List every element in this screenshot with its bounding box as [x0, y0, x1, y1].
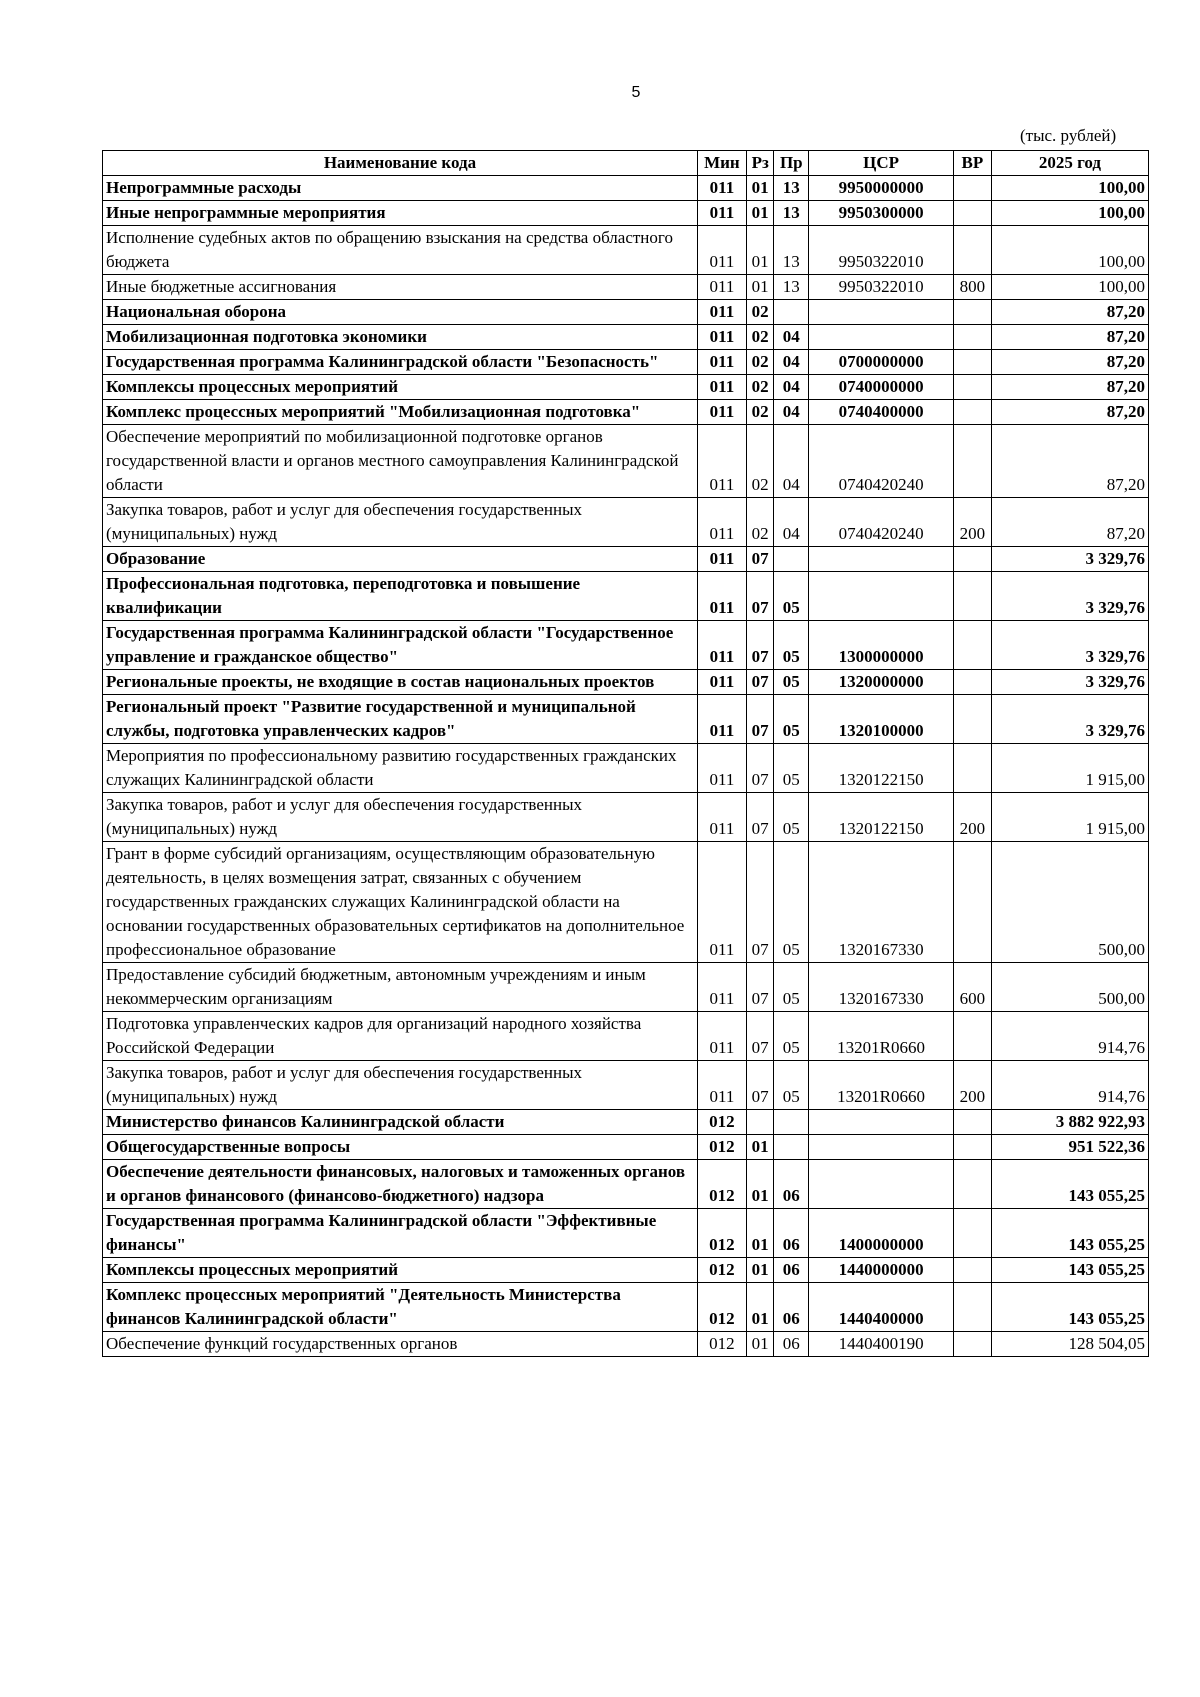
cell-rz: 02	[746, 425, 774, 498]
cell-rz: 07	[746, 1061, 774, 1110]
cell-vr	[954, 375, 992, 400]
cell-rz: 02	[746, 350, 774, 375]
cell-rz: 01	[746, 1332, 774, 1357]
cell-name: Национальная оборона	[103, 300, 698, 325]
cell-min: 011	[697, 842, 746, 963]
cell-pr: 04	[774, 400, 809, 425]
cell-csr: 1440000000	[809, 1258, 954, 1283]
cell-rz: 02	[746, 498, 774, 547]
cell-pr: 05	[774, 793, 809, 842]
cell-rz: 07	[746, 842, 774, 963]
cell-pr: 05	[774, 621, 809, 670]
cell-rz: 01	[746, 1209, 774, 1258]
cell-min: 011	[697, 300, 746, 325]
header-name: Наименование кода	[103, 151, 698, 176]
cell-rz: 01	[746, 1135, 774, 1160]
cell-csr	[809, 1135, 954, 1160]
cell-csr: 9950322010	[809, 226, 954, 275]
cell-sum: 3 329,76	[991, 695, 1148, 744]
cell-rz: 02	[746, 400, 774, 425]
cell-sum: 100,00	[991, 201, 1148, 226]
cell-pr: 05	[774, 1012, 809, 1061]
cell-name: Региональные проекты, не входящие в состав национальных проектов	[103, 670, 698, 695]
table-row	[103, 695, 1149, 744]
cell-name: Комплексы процессных мероприятий	[103, 375, 698, 400]
cell-csr	[809, 325, 954, 350]
cell-name: Комплекс процессных мероприятий "Деятельность Министерства финансов Калининградской области"	[103, 1283, 698, 1332]
cell-csr: 9950300000	[809, 201, 954, 226]
cell-vr	[954, 1160, 992, 1209]
cell-min: 011	[697, 498, 746, 547]
cell-sum: 3 882 922,93	[991, 1110, 1148, 1135]
cell-pr: 05	[774, 963, 809, 1012]
table-row	[103, 425, 1149, 498]
cell-name: Государственная программа Калининградской области "Эффективные финансы"	[103, 1209, 698, 1258]
cell-vr	[954, 670, 992, 695]
cell-pr: 05	[774, 842, 809, 963]
table-row	[103, 226, 1149, 275]
table-row	[103, 325, 1149, 350]
cell-pr: 13	[774, 226, 809, 275]
table-row	[103, 275, 1149, 300]
cell-min: 012	[697, 1209, 746, 1258]
cell-vr	[954, 1283, 992, 1332]
cell-name: Региональный проект "Развитие государственной и муниципальной службы, подготовка управленческих кадров"	[103, 695, 698, 744]
cell-vr	[954, 572, 992, 621]
cell-csr: 1440400190	[809, 1332, 954, 1357]
cell-vr	[954, 176, 992, 201]
cell-sum: 143 055,25	[991, 1283, 1148, 1332]
cell-min: 012	[697, 1283, 746, 1332]
cell-vr	[954, 325, 992, 350]
cell-min: 011	[697, 963, 746, 1012]
cell-pr: 04	[774, 350, 809, 375]
cell-rz: 07	[746, 621, 774, 670]
cell-csr: 0740420240	[809, 425, 954, 498]
cell-rz: 01	[746, 226, 774, 275]
cell-vr	[954, 1258, 992, 1283]
cell-sum: 1 915,00	[991, 744, 1148, 793]
header-min: Мин	[697, 151, 746, 176]
cell-sum: 3 329,76	[991, 547, 1148, 572]
cell-vr: 600	[954, 963, 992, 1012]
cell-pr: 06	[774, 1258, 809, 1283]
cell-min: 011	[697, 176, 746, 201]
cell-rz: 01	[746, 176, 774, 201]
table-header-row	[103, 151, 1149, 176]
cell-sum: 951 522,36	[991, 1135, 1148, 1160]
cell-name: Обеспечение функций государственных органов	[103, 1332, 698, 1357]
cell-min: 011	[697, 325, 746, 350]
cell-sum: 143 055,25	[991, 1258, 1148, 1283]
cell-csr: 1320167330	[809, 842, 954, 963]
cell-vr	[954, 1110, 992, 1135]
table-row	[103, 621, 1149, 670]
cell-sum: 87,20	[991, 425, 1148, 498]
cell-pr: 06	[774, 1283, 809, 1332]
cell-sum: 100,00	[991, 176, 1148, 201]
cell-vr	[954, 744, 992, 793]
cell-vr	[954, 1209, 992, 1258]
cell-name: Обеспечение деятельности финансовых, налоговых и таможенных органов и органов финансового (финансово-бюджетного) надзора	[103, 1160, 698, 1209]
table-row	[103, 547, 1149, 572]
cell-sum: 87,20	[991, 498, 1148, 547]
table-row	[103, 1209, 1149, 1258]
cell-pr: 04	[774, 425, 809, 498]
cell-name: Государственная программа Калининградской области "Безопасность"	[103, 350, 698, 375]
cell-pr: 13	[774, 176, 809, 201]
cell-min: 011	[697, 350, 746, 375]
cell-rz	[746, 1110, 774, 1135]
budget-table	[102, 150, 1149, 1357]
cell-vr	[954, 547, 992, 572]
cell-min: 011	[697, 425, 746, 498]
cell-vr	[954, 695, 992, 744]
cell-pr: 06	[774, 1160, 809, 1209]
cell-rz: 02	[746, 300, 774, 325]
cell-csr: 13201R0660	[809, 1061, 954, 1110]
table-row	[103, 1012, 1149, 1061]
cell-name: Закупка товаров, работ и услуг для обеспечения государственных (муниципальных) нужд	[103, 793, 698, 842]
cell-pr: 13	[774, 201, 809, 226]
cell-csr	[809, 572, 954, 621]
cell-vr	[954, 300, 992, 325]
cell-name: Предоставление субсидий бюджетным, автономным учреждениям и иным некоммерческим организациям	[103, 963, 698, 1012]
cell-sum: 3 329,76	[991, 572, 1148, 621]
table-row	[103, 1135, 1149, 1160]
cell-pr: 05	[774, 670, 809, 695]
table-row	[103, 842, 1149, 963]
cell-sum: 128 504,05	[991, 1332, 1148, 1357]
cell-sum: 3 329,76	[991, 621, 1148, 670]
cell-sum: 87,20	[991, 325, 1148, 350]
cell-name: Иные бюджетные ассигнования	[103, 275, 698, 300]
cell-name: Непрограммные расходы	[103, 176, 698, 201]
cell-name: Исполнение судебных актов по обращению взыскания на средства областного бюджета	[103, 226, 698, 275]
cell-name: Закупка товаров, работ и услуг для обеспечения государственных (муниципальных) нужд	[103, 498, 698, 547]
cell-csr: 9950000000	[809, 176, 954, 201]
cell-name: Общегосударственные вопросы	[103, 1135, 698, 1160]
cell-rz: 02	[746, 325, 774, 350]
cell-rz: 01	[746, 275, 774, 300]
cell-sum: 143 055,25	[991, 1160, 1148, 1209]
table-row	[103, 793, 1149, 842]
table-row	[103, 1061, 1149, 1110]
cell-vr	[954, 842, 992, 963]
table-row	[103, 350, 1149, 375]
cell-sum: 914,76	[991, 1061, 1148, 1110]
cell-rz: 07	[746, 793, 774, 842]
cell-csr	[809, 300, 954, 325]
cell-min: 012	[697, 1135, 746, 1160]
header-sum: 2025 год	[991, 151, 1148, 176]
cell-vr: 200	[954, 1061, 992, 1110]
cell-csr	[809, 1110, 954, 1135]
cell-name: Подготовка управленческих кадров для организаций народного хозяйства Российской Федерации	[103, 1012, 698, 1061]
cell-vr: 200	[954, 498, 992, 547]
header-rz: Рз	[746, 151, 774, 176]
cell-name: Комплексы процессных мероприятий	[103, 1258, 698, 1283]
cell-rz: 02	[746, 375, 774, 400]
cell-name: Образование	[103, 547, 698, 572]
cell-name: Профессиональная подготовка, переподготовка и повышение квалификации	[103, 572, 698, 621]
cell-csr: 1320000000	[809, 670, 954, 695]
cell-vr	[954, 621, 992, 670]
cell-vr	[954, 1012, 992, 1061]
cell-sum: 87,20	[991, 350, 1148, 375]
table-row	[103, 300, 1149, 325]
table-row	[103, 375, 1149, 400]
cell-name: Закупка товаров, работ и услуг для обеспечения государственных (муниципальных) нужд	[103, 1061, 698, 1110]
cell-min: 011	[697, 1012, 746, 1061]
cell-pr: 04	[774, 375, 809, 400]
cell-sum: 100,00	[991, 275, 1148, 300]
cell-min: 012	[697, 1258, 746, 1283]
cell-min: 011	[697, 695, 746, 744]
cell-sum: 914,76	[991, 1012, 1148, 1061]
cell-rz: 07	[746, 1012, 774, 1061]
cell-min: 012	[697, 1160, 746, 1209]
header-vr: ВР	[954, 151, 992, 176]
cell-sum: 100,00	[991, 226, 1148, 275]
cell-rz: 01	[746, 1283, 774, 1332]
table-row	[103, 1160, 1149, 1209]
cell-vr	[954, 1332, 992, 1357]
cell-pr: 05	[774, 695, 809, 744]
table-row	[103, 963, 1149, 1012]
cell-min: 011	[697, 547, 746, 572]
table-row	[103, 744, 1149, 793]
cell-sum: 3 329,76	[991, 670, 1148, 695]
cell-csr: 1320122150	[809, 793, 954, 842]
cell-csr: 0740400000	[809, 400, 954, 425]
cell-name: Грант в форме субсидий организациям, осуществляющим образовательную деятельность, в целях возмещения затрат, связанных с обучением государственных гражданских служащих Калининградской области на основании государственных образовательных сертификатов на дополнительное профессиональное образование	[103, 842, 698, 963]
cell-vr: 200	[954, 793, 992, 842]
cell-rz: 01	[746, 1258, 774, 1283]
cell-vr	[954, 226, 992, 275]
cell-min: 011	[697, 793, 746, 842]
cell-rz: 07	[746, 572, 774, 621]
table-row	[103, 1110, 1149, 1135]
units-label: (тыс. рублей)	[1020, 126, 1117, 145]
cell-vr	[954, 1135, 992, 1160]
cell-min: 012	[697, 1332, 746, 1357]
cell-min: 011	[697, 670, 746, 695]
cell-sum: 143 055,25	[991, 1209, 1148, 1258]
table-row	[103, 400, 1149, 425]
cell-csr: 1400000000	[809, 1209, 954, 1258]
cell-csr: 0740000000	[809, 375, 954, 400]
cell-min: 011	[697, 400, 746, 425]
header-pr: Пр	[774, 151, 809, 176]
cell-name: Мероприятия по профессиональному развитию государственных гражданских служащих Калининградской области	[103, 744, 698, 793]
cell-vr	[954, 400, 992, 425]
table-row	[103, 201, 1149, 226]
table-row	[103, 1283, 1149, 1332]
cell-pr: 04	[774, 325, 809, 350]
cell-csr: 9950322010	[809, 275, 954, 300]
cell-pr: 05	[774, 744, 809, 793]
cell-pr: 06	[774, 1209, 809, 1258]
cell-pr	[774, 300, 809, 325]
cell-pr: 05	[774, 1061, 809, 1110]
cell-csr	[809, 547, 954, 572]
table-row	[103, 1332, 1149, 1357]
cell-sum: 500,00	[991, 842, 1148, 963]
cell-sum: 87,20	[991, 400, 1148, 425]
cell-min: 011	[697, 572, 746, 621]
cell-sum: 87,20	[991, 375, 1148, 400]
cell-vr	[954, 350, 992, 375]
cell-min: 012	[697, 1110, 746, 1135]
cell-sum: 1 915,00	[991, 793, 1148, 842]
cell-sum: 87,20	[991, 300, 1148, 325]
cell-min: 011	[697, 621, 746, 670]
cell-min: 011	[697, 275, 746, 300]
cell-pr: 06	[774, 1332, 809, 1357]
cell-rz: 01	[746, 201, 774, 226]
cell-vr	[954, 201, 992, 226]
cell-pr	[774, 547, 809, 572]
cell-rz: 07	[746, 547, 774, 572]
cell-pr	[774, 1110, 809, 1135]
cell-min: 011	[697, 744, 746, 793]
cell-name: Министерство финансов Калининградской области	[103, 1110, 698, 1135]
cell-sum: 500,00	[991, 963, 1148, 1012]
cell-csr: 0700000000	[809, 350, 954, 375]
cell-rz: 01	[746, 1160, 774, 1209]
cell-name: Комплекс процессных мероприятий "Мобилизационная подготовка"	[103, 400, 698, 425]
cell-min: 011	[697, 1061, 746, 1110]
table-row	[103, 498, 1149, 547]
header-csr: ЦСР	[809, 151, 954, 176]
cell-pr: 13	[774, 275, 809, 300]
cell-rz: 07	[746, 695, 774, 744]
table-row	[103, 572, 1149, 621]
cell-pr: 04	[774, 498, 809, 547]
cell-vr	[954, 425, 992, 498]
cell-csr: 1320122150	[809, 744, 954, 793]
cell-name: Государственная программа Калининградской области "Государственное управление и гражданское общество"	[103, 621, 698, 670]
cell-csr	[809, 1160, 954, 1209]
cell-csr: 0740420240	[809, 498, 954, 547]
cell-csr: 1440400000	[809, 1283, 954, 1332]
cell-csr: 1320100000	[809, 695, 954, 744]
cell-rz: 07	[746, 670, 774, 695]
cell-min: 011	[697, 226, 746, 275]
cell-vr: 800	[954, 275, 992, 300]
cell-name: Иные непрограммные мероприятия	[103, 201, 698, 226]
cell-name: Обеспечение мероприятий по мобилизационной подготовке органов государственной власти и органов местного самоуправления Калининградской области	[103, 425, 698, 498]
table-row	[103, 176, 1149, 201]
table-row	[103, 1258, 1149, 1283]
cell-min: 011	[697, 201, 746, 226]
cell-rz: 07	[746, 744, 774, 793]
cell-name: Мобилизационная подготовка экономики	[103, 325, 698, 350]
cell-pr: 05	[774, 572, 809, 621]
page-number: 5	[631, 84, 641, 101]
cell-csr: 1300000000	[809, 621, 954, 670]
cell-pr	[774, 1135, 809, 1160]
cell-csr: 13201R0660	[809, 1012, 954, 1061]
table-row	[103, 670, 1149, 695]
cell-rz: 07	[746, 963, 774, 1012]
cell-min: 011	[697, 375, 746, 400]
cell-csr: 1320167330	[809, 963, 954, 1012]
